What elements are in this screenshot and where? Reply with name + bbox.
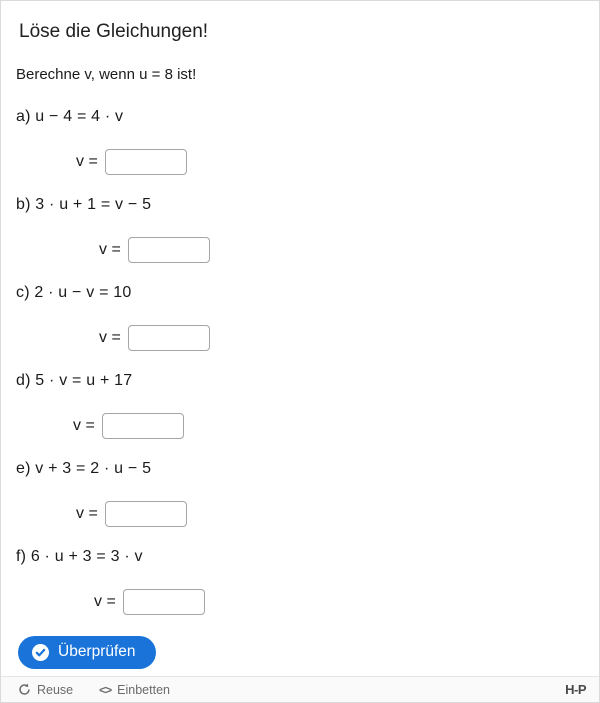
equation-block-c — [16, 284, 583, 351]
equation-block-a — [16, 108, 583, 175]
answer-row — [94, 589, 583, 615]
answer-label: v = — [73, 416, 95, 434]
answer-input-b[interactable] — [128, 237, 210, 263]
equation-text: e) v + 3 = 2 · u − 5 — [16, 459, 152, 477]
answer-input-f[interactable] — [123, 589, 205, 615]
answer-label: v = — [94, 592, 116, 610]
answer-input-d[interactable] — [102, 413, 184, 439]
answer-label: v = — [99, 240, 121, 258]
h5p-logo[interactable]: H-P — [565, 682, 586, 697]
answer-row — [76, 149, 583, 175]
check-button-label: Überprüfen — [58, 643, 136, 661]
answer-row — [76, 501, 583, 527]
equation-text: b) 3 · u + 1 = v − 5 — [16, 195, 152, 213]
reuse-label: Reuse — [37, 682, 74, 697]
embed-code-icon: <> — [99, 682, 112, 697]
answer-label: v = — [76, 152, 98, 170]
check-circle-icon — [32, 644, 49, 661]
answer-row — [99, 325, 583, 351]
answer-label: v = — [76, 504, 98, 522]
answer-label: v = — [99, 328, 121, 346]
equation-block-e — [16, 460, 583, 527]
embed-label: Einbetten — [117, 682, 170, 697]
page-title: Löse die Gleichungen! — [19, 21, 209, 42]
answer-row — [73, 413, 583, 439]
check-button[interactable] — [18, 636, 156, 669]
answer-input-c[interactable] — [128, 325, 210, 351]
instruction-text: Berechne v, wenn u = 8 ist! — [16, 65, 197, 83]
equation-text: c) 2 · u − v = 10 — [16, 283, 132, 301]
equation-block-d — [16, 372, 583, 439]
exercise-content — [1, 1, 599, 676]
answer-row — [99, 237, 583, 263]
answer-input-e[interactable] — [105, 501, 187, 527]
embed-button[interactable] — [99, 683, 170, 697]
reuse-icon — [18, 683, 31, 696]
h5p-footer-bar — [1, 676, 599, 702]
answer-input-a[interactable] — [105, 149, 187, 175]
reuse-button[interactable] — [18, 683, 73, 697]
equation-block-b — [16, 196, 583, 263]
equation-text: a) u − 4 = 4 · v — [16, 107, 124, 125]
equation-block-f — [16, 548, 583, 615]
equation-text: f) 6 · u + 3 = 3 · v — [16, 547, 143, 565]
equation-text: d) 5 · v = u + 17 — [16, 371, 133, 389]
